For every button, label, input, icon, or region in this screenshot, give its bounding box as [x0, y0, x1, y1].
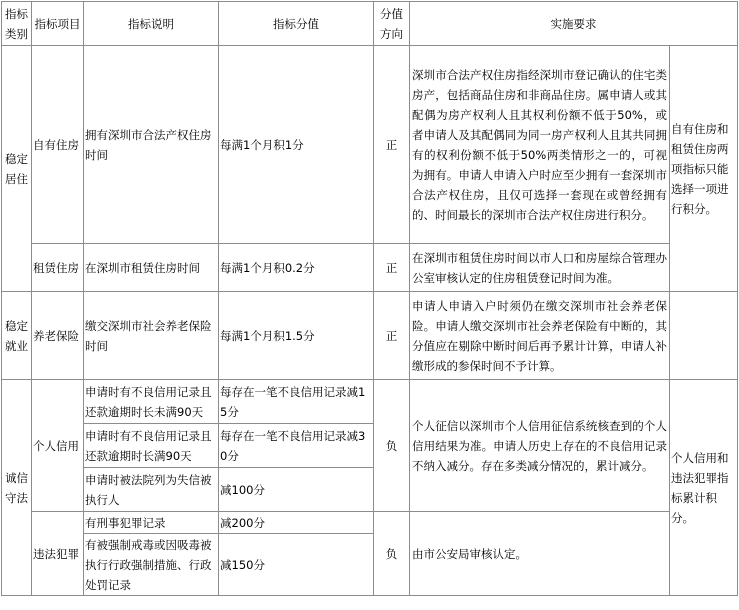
- header-description: 指标说明: [84, 2, 219, 46]
- item-own-housing: 自有住房: [32, 46, 84, 244]
- item-pension: 养老保险: [32, 292, 84, 380]
- direction-crime: 负: [374, 512, 410, 596]
- score-pension: 每满1个月积1.5分: [219, 292, 374, 380]
- note-employment: [670, 292, 738, 380]
- header-requirement: 实施要求: [410, 2, 738, 46]
- requirement-own-housing: 深圳市合法产权住房指经深圳市登记确认的住宅类房产，包括商品住房和非商品住房。属申请人或其配偶为房产权利人且其权利份额不低于50%，或者申请人及其配偶同为同一房产权利人且其共同拥有的权利份额不低于50%两类情形之一的，可视为拥有。申请人申请入户时应至少拥有一套深圳市合法产权住房，且仅可选择一套现在或曾经拥有的、时间最长的深圳市合法产权住房进行积分。: [410, 46, 670, 244]
- description-credit-3: 申请时被法院列为失信被执行人: [84, 468, 219, 512]
- direction-pension: 正: [374, 292, 410, 380]
- requirement-crime: 由市公安局审核认定。: [410, 512, 670, 596]
- requirement-credit: 个人征信以深圳市个人信用征信系统核查到的个人信用结果为准。申请人历史上存在的不良信用记录不纳入减分。存在多类减分情况的，累计减分。: [410, 380, 670, 512]
- table-row: [2, 292, 738, 380]
- table-row: [2, 512, 738, 534]
- item-rent-housing: 租赁住房: [32, 244, 84, 292]
- direction-credit: 负: [374, 380, 410, 512]
- description-own-housing: 拥有深圳市合法产权住房时间: [84, 46, 219, 244]
- category-employment: 稳定就业: [2, 292, 32, 380]
- table-row: [2, 46, 738, 244]
- category-housing: 稳定居住: [2, 46, 32, 292]
- item-crime: 违法犯罪: [32, 512, 84, 596]
- description-credit-1: 申请时有不良信用记录且还款逾期时长未满90天: [84, 380, 219, 424]
- points-table: [1, 1, 738, 596]
- score-credit-2: 每存在一笔不良信用记录减30分: [219, 424, 374, 468]
- score-credit-3: 减100分: [219, 468, 374, 512]
- category-integrity: 诚信守法: [2, 380, 32, 596]
- requirement-pension: 申请人申请入户时须仍在缴交深圳市社会养老保险。申请人缴交深圳市社会养老保险有中断的，其分值应在剔除中断时间后再予累计计算，申请人补缴形成的参保时间不予计算。: [410, 292, 670, 380]
- score-credit-1: 每存在一笔不良信用记录减15分: [219, 380, 374, 424]
- score-own-housing: 每满1个月积1分: [219, 46, 374, 244]
- header-category: 指标类别: [2, 2, 32, 46]
- description-credit-2: 申请时有不良信用记录且还款逾期时长满90天: [84, 424, 219, 468]
- description-crime-2: 有被强制戒毒或因吸毒被执行行政强制措施、行政处罚记录: [84, 534, 219, 596]
- requirement-rent-housing: 在深圳市租赁住房时间以市人口和房屋综合管理办公室审核认定的住房租赁登记时间为准。: [410, 244, 670, 292]
- description-crime-1: 有刑事犯罪记录: [84, 512, 219, 534]
- direction-rent-housing: 正: [374, 244, 410, 292]
- direction-own-housing: 正: [374, 46, 410, 244]
- note-integrity: 个人信用和违法犯罪指标累计积分。: [670, 380, 738, 596]
- table-row: [2, 244, 738, 292]
- score-crime-1: 减200分: [219, 512, 374, 534]
- header-item: 指标项目: [32, 2, 84, 46]
- header-direction: 分值方向: [374, 2, 410, 46]
- score-crime-2: 减150分: [219, 534, 374, 596]
- header-score: 指标分值: [219, 2, 374, 46]
- header-row: [2, 2, 738, 46]
- table-row: [2, 380, 738, 424]
- description-pension: 缴交深圳市社会养老保险时间: [84, 292, 219, 380]
- note-housing: 自有住房和租赁住房两项指标只能选择一项进行积分。: [670, 46, 738, 292]
- item-credit: 个人信用: [32, 380, 84, 512]
- description-rent-housing: 在深圳市租赁住房时间: [84, 244, 219, 292]
- score-rent-housing: 每满1个月积0.2分: [219, 244, 374, 292]
